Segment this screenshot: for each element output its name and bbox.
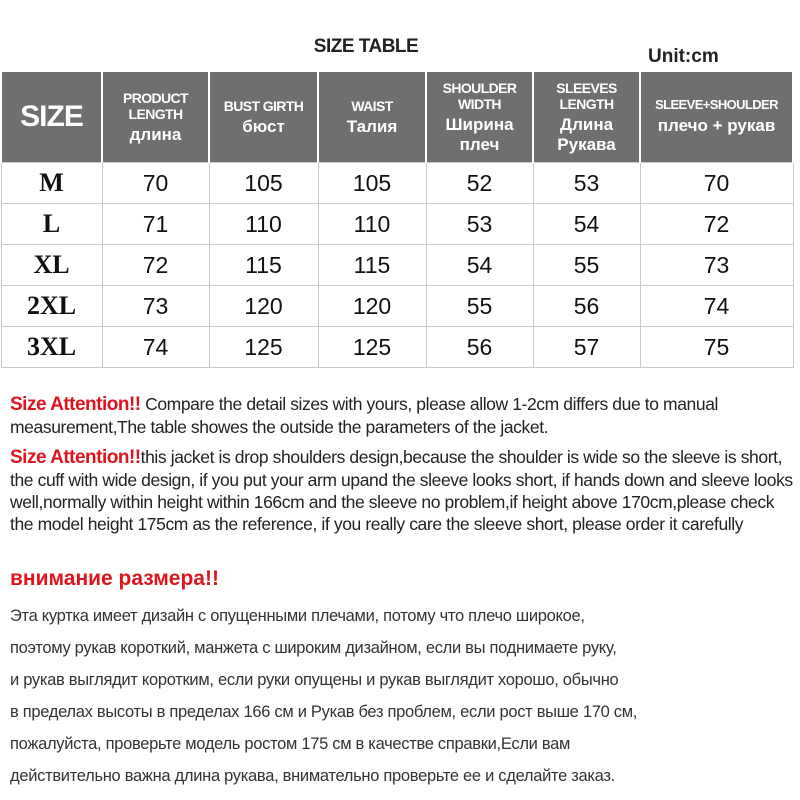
table-cell: 54 (426, 245, 533, 286)
table-cell: 120 (318, 286, 426, 327)
table-cell: 52 (426, 163, 533, 204)
column-header-label: WAIST (351, 97, 393, 114)
attention-label: Size Attention!! (10, 394, 141, 415)
table-cell: 54 (533, 204, 640, 245)
column-header-label-ru: бюст (242, 116, 285, 136)
table-cell: 105 (209, 163, 318, 204)
table-cell: 73 (102, 286, 209, 327)
russian-line: пожалуйста, проверьте модель ростом 175 см в качестве справки,Если вам (10, 735, 571, 753)
table-cell: 56 (533, 286, 640, 327)
column-header-label-ru: Длина Рукава (557, 115, 616, 154)
table-cell: 55 (426, 286, 533, 327)
table-row (1, 204, 793, 245)
column-header-label-ru: плечо + рукав (657, 116, 776, 136)
column-header-sleeve-shoulder (640, 72, 793, 163)
table-cell: 75 (640, 327, 793, 368)
table-row (1, 245, 793, 286)
table-cell: 115 (318, 245, 426, 286)
table-cell: 73 (640, 245, 793, 286)
table-row (1, 286, 793, 327)
table-cell: 71 (102, 204, 209, 245)
unit-label: Unit:cm (648, 46, 719, 67)
column-header-shoulder-width (426, 72, 533, 163)
russian-attention-body (10, 600, 800, 792)
table-header-row (1, 72, 793, 163)
table-cell: 53 (426, 204, 533, 245)
table-cell: 74 (640, 286, 793, 327)
column-header-label: SLEEVE+SHOULDER (655, 97, 778, 113)
table-cell: 120 (209, 286, 318, 327)
size-cell: M (1, 163, 102, 204)
size-cell: 2XL (1, 286, 102, 327)
column-header-label-ru: Ширина плеч (445, 115, 514, 154)
table-cell: 125 (318, 327, 426, 368)
attention-note (10, 446, 800, 535)
column-header-label: PRODUCT LENGTH (122, 89, 189, 122)
column-header-label: SIZE (20, 99, 83, 133)
table-cell: 105 (318, 163, 426, 204)
size-attention-notes (10, 393, 800, 543)
table-cell: 56 (426, 327, 533, 368)
size-table (0, 72, 794, 368)
column-header-waist (318, 72, 426, 163)
table-cell: 110 (209, 204, 318, 245)
table-cell: 55 (533, 245, 640, 286)
size-cell: L (1, 204, 102, 245)
column-header-label: SHOULDER WIDTH (442, 79, 517, 112)
table-cell: 110 (318, 204, 426, 245)
column-header-label-ru: Талия (346, 116, 398, 136)
table-cell: 57 (533, 327, 640, 368)
column-header-label: BUST GIRTH (223, 97, 304, 114)
column-header-bust-girth (209, 72, 318, 163)
attention-text: this jacket is drop shoulders design,because the shoulder is wide so the sleeve is short, the cuff with wide design, if you put your arm upand the sleeve looks short, if hands down and sleeve looks well,normally within height within 166cm and the sleeve no problem,if height above 170cm,please check the model height 175cm as the reference, if you really care the sleeve short, please order it carefully (10, 447, 793, 534)
column-header-size (1, 72, 102, 163)
size-cell: XL (1, 245, 102, 286)
attention-note (10, 393, 800, 438)
table-cell: 70 (102, 163, 209, 204)
attention-text: Compare the detail sizes with yours, please allow 1-2cm differs due to manual measurement,The table showes the outside the parameters of the jacket. (10, 394, 719, 437)
table-cell: 72 (102, 245, 209, 286)
table-cell: 72 (640, 204, 793, 245)
table-cell: 74 (102, 327, 209, 368)
table-cell: 70 (640, 163, 793, 204)
russian-line: поэтому рукав короткий, манжета с широким дизайном, если вы поднимаете руку, (10, 639, 617, 657)
russian-line: в пределах высоты в пределах 166 см и Рукав без проблем, если рост выше 170 см, (10, 703, 638, 721)
table-row (1, 163, 793, 204)
column-header-sleeves-length (533, 72, 640, 163)
table-cell: 53 (533, 163, 640, 204)
russian-line: Эта куртка имеет дизайн с опущенными плечами, потому что плечо широкое, (10, 607, 585, 625)
column-header-product-length (102, 72, 209, 163)
table-cell: 115 (209, 245, 318, 286)
russian-attention-heading: внимание размера!! (10, 567, 219, 590)
title-text: SIZE TABLE (313, 36, 419, 57)
attention-label: Size Attention!! (10, 447, 141, 468)
table-row (1, 327, 793, 368)
russian-line: и рукав выглядит коротким, если руки опущены и рукав выглядит хорошо, обычно (10, 671, 619, 689)
column-header-label: SLEEVES LENGTH (556, 79, 617, 112)
size-cell: 3XL (1, 327, 102, 368)
russian-line: действительно важна длина рукава, внимательно проверьте ее и сделайте заказ. (10, 767, 615, 785)
table-cell: 125 (209, 327, 318, 368)
column-header-label-ru: длина (129, 124, 182, 144)
